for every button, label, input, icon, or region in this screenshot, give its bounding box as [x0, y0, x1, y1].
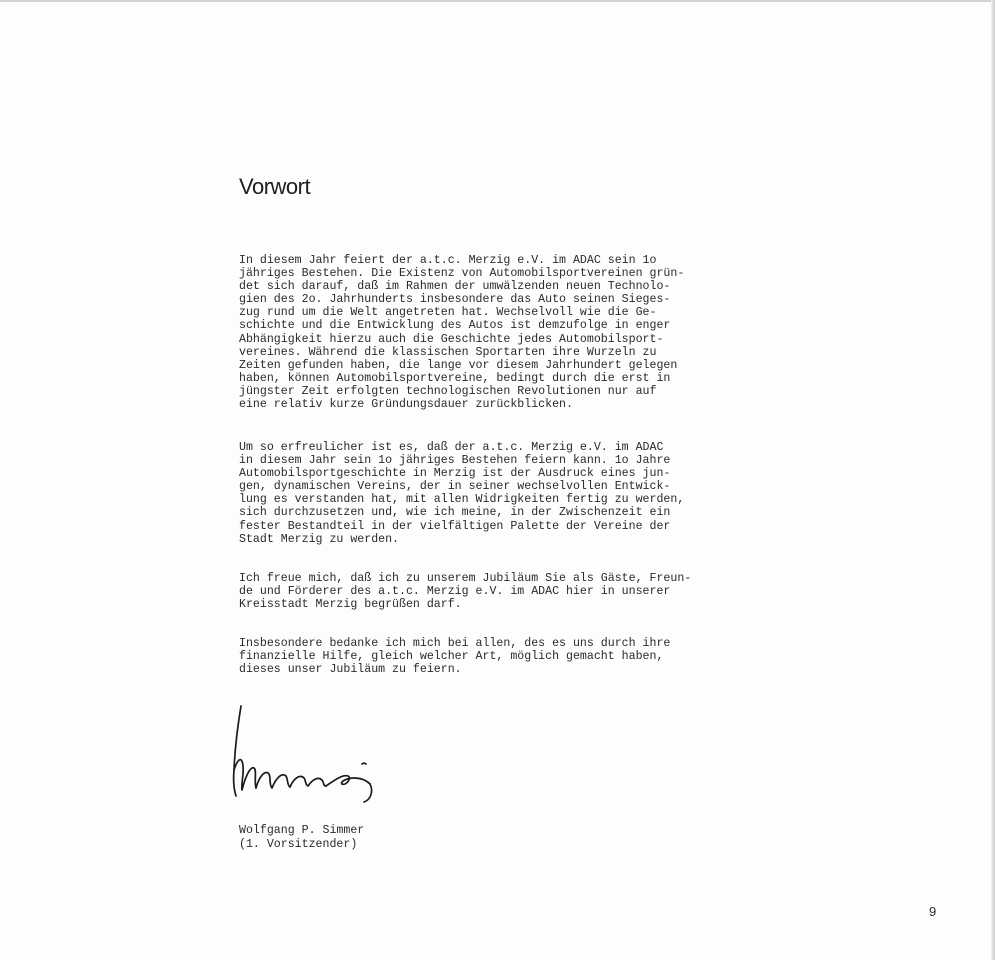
text-line: Abhängigkeit hierzu auch die Geschichte jedes Automobilsport-	[239, 332, 664, 346]
text-line: Automobilsportgeschichte in Merzig ist der Ausdruck eines jun-	[239, 467, 671, 481]
text-line: gen, dynamischen Vereins, der in seiner wechselvollen Entwick-	[239, 480, 671, 494]
text-line: det sich darauf, daß im Rahmen der umwälzenden neuen Technolo-	[239, 280, 671, 294]
page-title: Vorwort	[239, 174, 311, 199]
signer-name: Wolfgang P. Simmer	[239, 824, 365, 837]
text-line: haben, können Automobilsportvereine, bedingt durch die erst in	[239, 371, 671, 385]
paragraph-2	[239, 441, 684, 546]
text-line: jüngster Zeit erfolgten technologischen Revolutionen nur auf	[239, 384, 657, 398]
text-line: sich durchzusetzen und, wie ich meine, in der Zwischenzeit ein	[239, 506, 671, 520]
text-line: In diesem Jahr feiert der a.t.c. Merzig e.V. im ADAC sein 1o	[239, 254, 657, 267]
text-line: finanzielle Hilfe, gleich welcher Art, möglich gemacht haben,	[239, 650, 664, 664]
text-line: eine relativ kurze Gründungsdauer zurückblicken.	[239, 398, 573, 412]
text-line: lung es verstanden hat, mit allen Widrigkeiten fertig zu werden,	[239, 493, 685, 507]
handwritten-signature-icon	[220, 700, 400, 810]
text-line: Kreisstadt Merzig begrüßen darf.	[239, 598, 462, 612]
text-line: zug rund um die Welt angetreten hat. Wechselvoll wie die Ge-	[239, 306, 657, 320]
paragraph-3	[239, 572, 691, 611]
page-binding-edge	[991, 0, 995, 960]
paragraph-4	[239, 637, 670, 676]
signer-block	[239, 824, 364, 851]
text-line: gien des 2o. Jahrhunderts insbesondere das Auto seinen Sieges-	[239, 293, 671, 307]
text-line: in diesem Jahr sein 1o jähriges Bestehen feiern kann. 1o Jahre	[239, 454, 671, 468]
text-line: Insbesondere bedanke ich mich bei allen, des es uns durch ihre	[239, 637, 671, 650]
text-line: Um so erfreulicher ist es, daß der a.t.c. Merzig e.V. im ADAC	[239, 441, 664, 454]
text-line: Zeiten gefunden haben, die lange vor diesem Jahrhundert gelegen	[239, 358, 678, 372]
text-line: schichte und die Entwicklung des Autos ist demzufolge in enger	[239, 319, 671, 333]
text-line: Stadt Merzig zu werden.	[239, 532, 400, 546]
text-line: jähriges Bestehen. Die Existenz von Automobilsportvereinen grün-	[239, 267, 685, 281]
paragraph-1	[239, 254, 684, 411]
text-line: dieses unser Jubiläum zu feiern.	[239, 663, 462, 677]
page-number: 9	[929, 904, 937, 919]
text-line: Ich freue mich, daß ich zu unserem Jubiläum Sie als Gäste, Freun-	[239, 572, 692, 585]
text-line: de und Förderer des a.t.c. Merzig e.V. im ADAC hier in unserer	[239, 585, 671, 599]
signer-role: (1. Vorsitzender)	[239, 837, 358, 851]
text-line: vereines. Während die klassischen Sportarten ihre Wurzeln zu	[239, 345, 657, 359]
text-line: fester Bestandteil in der vielfältigen Palette der Vereine der	[239, 519, 671, 533]
page-top-edge	[0, 0, 995, 2]
